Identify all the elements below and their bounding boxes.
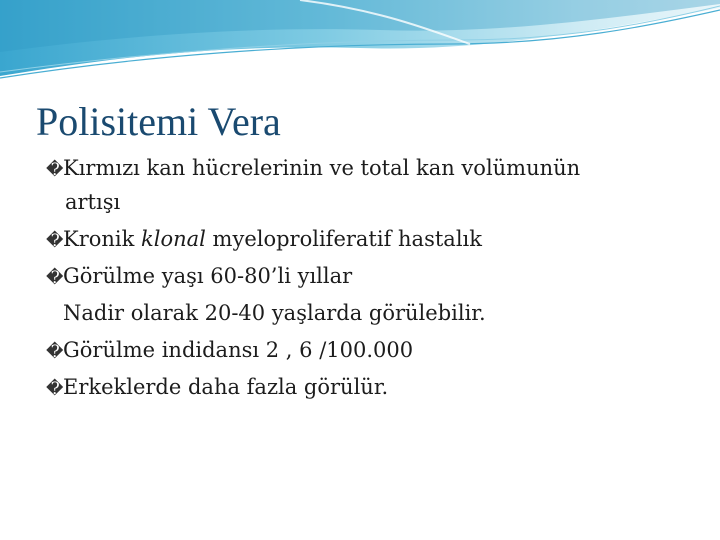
list-item-text: Görülme yaşı 60-80’li yıllar xyxy=(63,264,353,288)
bullet-icon: � xyxy=(46,379,64,399)
list-item xyxy=(46,332,686,369)
bullet-icon: � xyxy=(46,342,64,362)
bullet-list xyxy=(46,152,686,406)
list-item-text: artışı xyxy=(65,190,121,214)
list-item xyxy=(46,258,686,295)
list-item-text: Kırmızı kan hücrelerinin ve total kan volümunün xyxy=(63,156,581,180)
bullet-icon: � xyxy=(46,268,64,288)
list-item xyxy=(46,369,686,406)
list-item-text: Kronik xyxy=(63,227,142,251)
list-item-text: Nadir olarak 20-40 yaşlarda görülebilir. xyxy=(63,301,486,325)
list-item xyxy=(46,152,686,184)
list-item xyxy=(46,221,686,258)
list-item-text: myeloproliferatif hastalık xyxy=(205,227,482,251)
list-item-emphasis: klonal xyxy=(141,227,206,251)
bullet-icon: � xyxy=(46,160,64,180)
bullet-icon: � xyxy=(46,231,64,251)
slide-title: Polisitemi Vera xyxy=(36,99,281,144)
list-item-text: Görülme indidansı 2 , 6 /100.000 xyxy=(63,338,414,362)
list-item-continuation xyxy=(46,184,686,221)
header-wave-decoration xyxy=(0,0,720,90)
list-item-continuation xyxy=(46,295,686,332)
list-item-text: Erkeklerde daha fazla görülür. xyxy=(63,375,389,399)
